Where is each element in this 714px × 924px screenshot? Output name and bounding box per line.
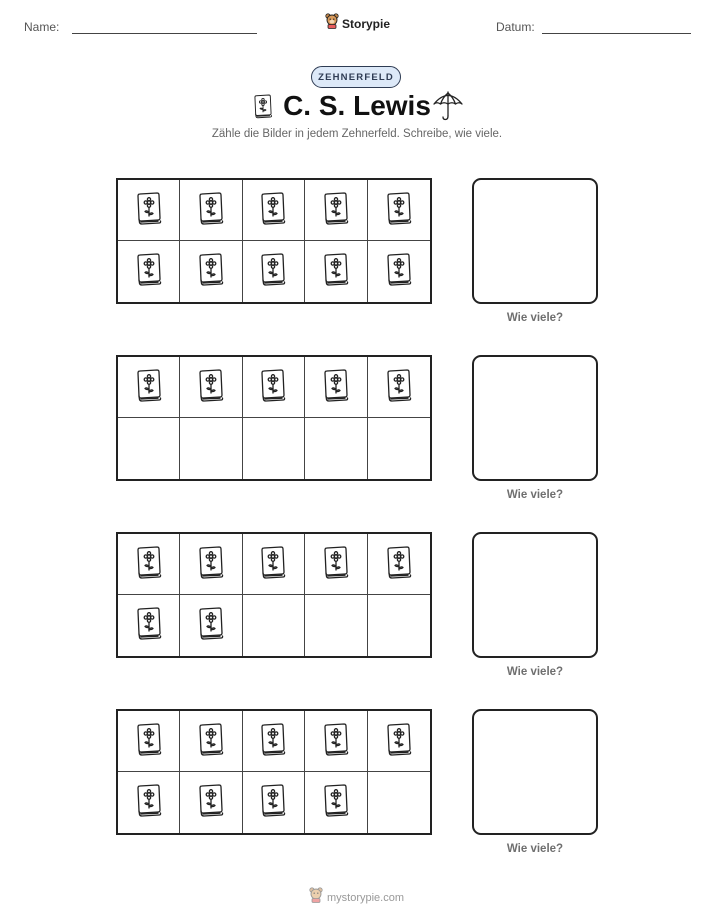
book-flower-icon bbox=[134, 252, 164, 291]
ten-frame-cell bbox=[180, 772, 242, 833]
ten-frame-cell bbox=[243, 180, 305, 241]
book-flower-icon bbox=[384, 368, 414, 407]
ten-frame-cell bbox=[180, 418, 242, 479]
ten-frame-cell bbox=[180, 180, 242, 241]
book-flower-icon bbox=[321, 252, 351, 291]
ten-frame-cell bbox=[305, 711, 367, 772]
ten-frame-4 bbox=[116, 709, 432, 835]
ten-frame-cell bbox=[118, 357, 180, 418]
book-flower-icon bbox=[134, 368, 164, 407]
ten-frame-cell bbox=[243, 357, 305, 418]
ten-frame-cell bbox=[180, 534, 242, 595]
footer-url: mystorypie.com bbox=[327, 891, 405, 904]
ten-frame-cell bbox=[180, 357, 242, 418]
name-field[interactable] bbox=[72, 33, 257, 34]
ten-frame-cell bbox=[243, 534, 305, 595]
book-flower-icon bbox=[134, 722, 164, 761]
ten-frame-cell bbox=[180, 241, 242, 302]
ten-frame-cell bbox=[368, 241, 430, 302]
name-label: Name: bbox=[24, 20, 60, 34]
ten-frame-2 bbox=[116, 355, 432, 481]
ten-frame-cell bbox=[243, 241, 305, 302]
ten-frame-cell bbox=[305, 357, 367, 418]
ten-frame-cell bbox=[305, 534, 367, 595]
book-flower-icon bbox=[258, 191, 288, 230]
instruction-text: Zähle die Bilder in jedem Zehnerfeld. Schreibe, wie viele. bbox=[211, 128, 503, 140]
book-flower-icon bbox=[196, 368, 226, 407]
ten-frame-cell bbox=[368, 772, 430, 833]
book-flower-icon bbox=[258, 252, 288, 291]
ten-frame-1 bbox=[116, 178, 432, 304]
book-flower-icon bbox=[258, 545, 288, 584]
answer-prompt: Wie viele? bbox=[506, 843, 564, 855]
date-label: Datum: bbox=[496, 20, 535, 34]
page-title: C. S. Lewis bbox=[283, 90, 431, 121]
bear-mascot-icon bbox=[325, 13, 339, 34]
date-field[interactable] bbox=[542, 33, 691, 34]
book-flower-icon bbox=[196, 606, 226, 645]
ten-frame-cell bbox=[118, 595, 180, 656]
book-flower-icon bbox=[134, 191, 164, 230]
answer-prompt: Wie viele? bbox=[506, 312, 564, 324]
book-flower-icon bbox=[321, 368, 351, 407]
book-flower-icon bbox=[258, 783, 288, 822]
ten-frame-cell bbox=[243, 595, 305, 656]
brand-name: Storypie bbox=[342, 16, 391, 31]
book-flower-icon bbox=[134, 545, 164, 584]
ten-frame-cell bbox=[243, 418, 305, 479]
ten-frame-cell bbox=[180, 711, 242, 772]
book-flower-icon bbox=[258, 368, 288, 407]
book-flower-icon bbox=[321, 722, 351, 761]
ten-frame-cell bbox=[118, 180, 180, 241]
answer-box-3[interactable] bbox=[472, 532, 598, 658]
ten-frame-cell bbox=[368, 595, 430, 656]
umbrella-icon bbox=[432, 91, 464, 126]
book-flower-icon bbox=[321, 191, 351, 230]
book-flower-icon bbox=[196, 722, 226, 761]
ten-frame-cell bbox=[305, 241, 367, 302]
ten-frame-cell bbox=[368, 418, 430, 479]
ten-frame-cell bbox=[368, 711, 430, 772]
book-flower-icon bbox=[321, 545, 351, 584]
ten-frame-cell bbox=[243, 711, 305, 772]
book-flower-icon bbox=[134, 606, 164, 645]
ten-frame-cell bbox=[118, 772, 180, 833]
ten-frame-cell bbox=[118, 534, 180, 595]
ten-frame-cell bbox=[305, 595, 367, 656]
answer-prompt: Wie viele? bbox=[506, 489, 564, 501]
book-flower-icon bbox=[384, 545, 414, 584]
ten-frame-cell bbox=[305, 180, 367, 241]
book-flower-icon bbox=[384, 252, 414, 291]
ten-frame-cell bbox=[368, 180, 430, 241]
ten-frame-cell bbox=[180, 595, 242, 656]
answer-box-1[interactable] bbox=[472, 178, 598, 304]
book-flower-icon bbox=[196, 783, 226, 822]
book-flower-icon bbox=[134, 783, 164, 822]
ten-frame-cell bbox=[118, 241, 180, 302]
book-flower-icon bbox=[384, 722, 414, 761]
book-flower-icon bbox=[196, 545, 226, 584]
footer bbox=[309, 887, 404, 908]
ten-frame-cell bbox=[368, 357, 430, 418]
ten-frame-cell bbox=[305, 772, 367, 833]
ten-frame-cell bbox=[305, 418, 367, 479]
book-flower-icon bbox=[321, 783, 351, 822]
ten-frame-3 bbox=[116, 532, 432, 658]
book-flower-icon bbox=[196, 191, 226, 230]
ten-frame-cell bbox=[368, 534, 430, 595]
answer-box-4[interactable] bbox=[472, 709, 598, 835]
ten-frame-cell bbox=[118, 711, 180, 772]
brand-logo bbox=[325, 13, 390, 34]
book-flower-icon bbox=[196, 252, 226, 291]
ten-frame-cell bbox=[243, 772, 305, 833]
answer-box-2[interactable] bbox=[472, 355, 598, 481]
ten-frame-cell bbox=[118, 418, 180, 479]
answer-prompt: Wie viele? bbox=[506, 666, 564, 678]
book-flower-icon bbox=[384, 191, 414, 230]
book-flower-icon bbox=[258, 722, 288, 761]
bear-mascot-icon bbox=[309, 887, 323, 908]
worksheet-badge: ZEHNERFELD bbox=[311, 66, 401, 88]
